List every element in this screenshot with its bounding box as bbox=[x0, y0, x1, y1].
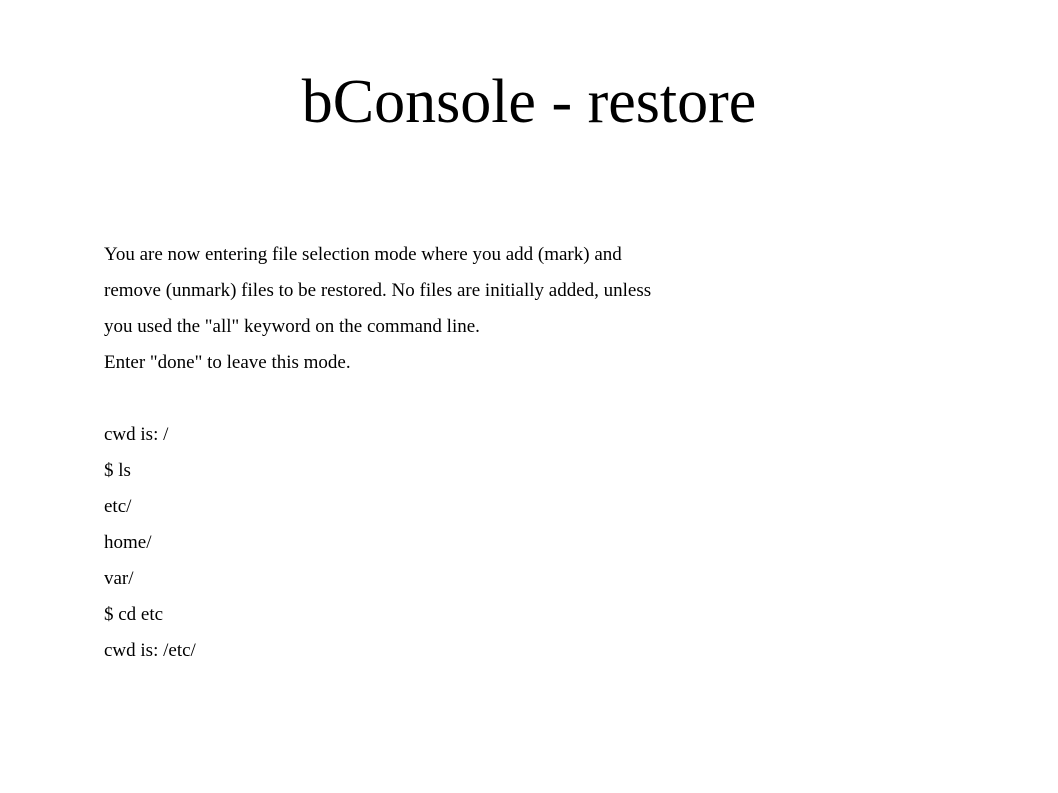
transcript-line: home/ bbox=[104, 532, 152, 553]
transcript-line: you used the "all" keyword on the command line. bbox=[104, 316, 480, 337]
transcript-line: Enter "done" to leave this mode. bbox=[104, 352, 351, 373]
slide-title: bConsole - restore bbox=[301, 68, 757, 136]
transcript-line: $ ls bbox=[104, 460, 131, 481]
transcript-line: You are now entering file selection mode where you add (mark) and bbox=[104, 244, 622, 265]
blank-line bbox=[104, 381, 1004, 417]
transcript-line: var/ bbox=[104, 568, 134, 589]
transcript-line: $ cd etc bbox=[104, 604, 164, 625]
transcript-line: cwd is: /etc/ bbox=[104, 640, 196, 661]
transcript-line: remove (unmark) files to be restored. No files are initially added, unless bbox=[104, 280, 652, 301]
transcript-line: etc/ bbox=[104, 496, 132, 517]
transcript-line: cwd is: / bbox=[104, 424, 169, 445]
console-transcript bbox=[104, 237, 1004, 669]
